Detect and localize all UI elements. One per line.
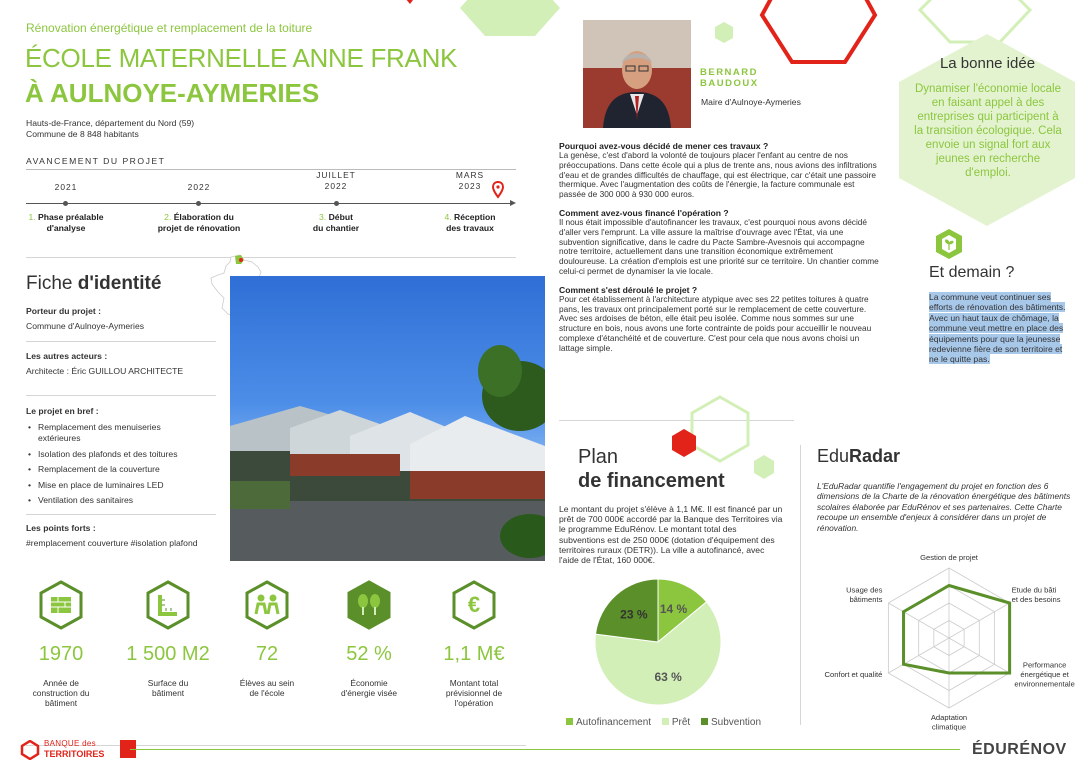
radar-axis-label: Usage des bâtiments xyxy=(846,585,883,604)
legend-swatch xyxy=(662,718,669,725)
bref-heading: Le projet en bref : xyxy=(26,406,99,416)
financement-title xyxy=(578,445,725,493)
timeline-step-label xyxy=(430,212,510,233)
timeline-date: 2023 xyxy=(458,181,482,191)
location-pin-icon xyxy=(492,181,504,204)
project-title: ÉCOLE MATERNELLE ANNE FRANK xyxy=(25,43,458,73)
school-photo xyxy=(230,276,545,561)
kpi-item xyxy=(18,580,104,708)
kpi-item xyxy=(326,580,412,698)
trees-icon xyxy=(346,580,392,630)
fiche-divider xyxy=(26,341,216,342)
bonne-idee-title: La bonne idée xyxy=(939,55,1036,72)
kpi-label: Élèves au sein de l'école xyxy=(239,678,295,698)
legend-item: Autofinancement xyxy=(566,717,651,728)
footer-divider xyxy=(130,749,960,750)
list-item: • Remplacement des menuiseries extérieures xyxy=(26,422,196,443)
radar-axis-label: Gestion de projet xyxy=(920,553,978,562)
mayor-role: Maire d'Aulnoye-Aymeries xyxy=(701,97,801,107)
pie-data-label: 23 % xyxy=(620,607,648,622)
kpi-label: Surface du bâtiment xyxy=(147,678,189,698)
interview-question: Comment avez-vous financé l'opération ? xyxy=(559,207,729,218)
radar-axis-label: Confort et qualité xyxy=(824,670,883,679)
radar-series xyxy=(904,586,1010,674)
demain-text xyxy=(929,292,1074,365)
list-item: • Ventilation des sanitaires xyxy=(26,495,216,506)
porteur-heading: Porteur du projet : xyxy=(26,306,101,316)
list-item: • Isolation des plafonds et des toitures xyxy=(26,449,216,460)
acteurs-heading: Les autres acteurs : xyxy=(26,351,108,361)
demain-title: Et demain ? xyxy=(929,264,1015,281)
timeline-step-title: Élaboration du xyxy=(173,212,234,222)
interview-answer: La genèse, c'est d'abord la volonté de toujours placer l'enfant au centre de nos préoccupations. Dans cette école qui a plus de trente ans, nous avions des infiltrations d'eau et de grandes difficultés de chauffage, qui est électrique, car c'était une passoire thermique. Avec l'augmentation des coûts de l'énergie, la facture communale est passée de 300 000 à 930 000 euros. xyxy=(559,150,877,200)
timeline-step-number: 4. xyxy=(444,212,452,222)
banque-logo-text: BANQUE des xyxy=(44,739,96,748)
banque-des-territoires-logo xyxy=(20,738,130,762)
legend-item: Subvention xyxy=(701,717,761,728)
interview-question: Comment s'est déroulé le projet ? xyxy=(559,284,698,295)
legend-item: Prêt xyxy=(662,717,690,728)
pie-data-label: 14 % xyxy=(659,601,688,616)
kpi-value: 1,1 M€ xyxy=(443,643,505,665)
mayor-last-name: BAUDOUX xyxy=(700,78,759,89)
mayor-first-name: BERNARD xyxy=(700,67,758,78)
timeline-step-label xyxy=(296,212,376,233)
mayor-photo xyxy=(583,20,691,128)
interview-text xyxy=(559,141,883,354)
euro-icon xyxy=(451,580,497,630)
fiche-title-bold: d'identité xyxy=(77,273,162,294)
kpi-item xyxy=(118,580,218,698)
timeline-step-number: 3. xyxy=(319,212,327,222)
demain-text-highlight: La commune veut continuer ses efforts de rénovation des bâtiments. Avec un haut taux de chômage, la commune veut mettre en place des équipements pour que la jeunesse redevienne fière de son territoire et ne le quitte pas. xyxy=(929,292,1066,365)
kpi-label: Année de construction du bâtiment xyxy=(32,678,90,708)
fiche-title xyxy=(26,273,161,295)
porteur-value: Commune d'Aulnoye-Aymeries xyxy=(26,321,145,332)
acteurs-value: Architecte : Éric GUILLOU ARCHITECTE xyxy=(26,366,184,377)
list-item: • Mise en place de luminaires LED xyxy=(26,480,216,491)
bonne-idee-text: Dynamiser l'économie locale en faisant appel à des entreprises qui participent à la transition écologique. Cela envoie un signal fort aux jeunes en recherche d'emploi. xyxy=(914,83,1062,179)
timeline-dot xyxy=(63,201,68,206)
eduradar-text: L'EduRadar quantifie l'engagement du projet en fonction des 6 dimensions de la Charte de la rénovation énergétique des bâtiments scolaires élaborée par EduRénov et ses partenaires. Cette Charte recoupe un ensemble d'enjeux à considérer dans un projet de rénovation. xyxy=(817,481,1071,533)
bref-list xyxy=(26,422,216,506)
project-title-city: À AULNOYE-AYMERIES xyxy=(25,78,320,108)
timeline-step-label xyxy=(144,212,254,233)
brick-wall-icon xyxy=(38,580,84,630)
timeline-axis xyxy=(26,203,513,204)
financement-text: Le montant du projet s'élève à 1,1 M€. Il est financé par un prêt de 700 000€ accordé par la Banque des Territoires via le programme EduRénov. Le montant total des subventions est de 250 000€ (dotation d'équipement des territoires ruraux (DETR)). La ville a autofinancé, avec l'aide de l'État, 160 000€. xyxy=(559,504,783,566)
mayor-name xyxy=(700,67,759,89)
section-divider xyxy=(26,257,516,258)
timeline-month: MARS xyxy=(455,170,485,180)
timeline-step xyxy=(159,170,239,192)
fiche-divider xyxy=(26,514,216,515)
financement-title-2: de financement xyxy=(578,470,725,492)
interview-answer: Pour cet établissement à l'architecture atypique avec ses 22 petites toitures à quatre pans, les travaux ont principalement porté sur le remplacement de cette couverture. Avec ses ardoises de béton, elle était peu isolée. Comme nous sommes sur une structure en bois, nous avons une forte contrainte de poids pour accueillir le nouveau complexe d'étanchéité et de couverture. C'est pour cela que nous avons choisi un lattage simple. xyxy=(559,293,872,353)
kpi-row xyxy=(18,580,528,720)
kpi-value: 52 % xyxy=(346,643,392,665)
location-population: Commune de 8 848 habitants xyxy=(26,129,139,139)
radar-axis-label: Performance énergétique et environnementale xyxy=(1014,660,1075,689)
surface-ruler-icon xyxy=(145,580,191,630)
column-divider xyxy=(800,445,801,725)
kpi-value: 1 500 M2 xyxy=(126,643,210,665)
timeline-dot xyxy=(196,201,201,206)
location-region: Hauts-de-France, département du Nord (59) xyxy=(26,118,195,128)
timeline-month: JUILLET xyxy=(316,170,356,180)
timeline-step-title-2: projet de rénovation xyxy=(157,222,241,233)
edurenov-brand: ÉDURÉNOV xyxy=(972,741,1067,758)
banque-logo-mark-icon xyxy=(20,740,40,760)
children-icon xyxy=(244,580,290,630)
kpi-item xyxy=(424,580,524,708)
banque-logo-text-2: TERRITOIRES xyxy=(44,749,105,759)
timeline-step-label xyxy=(26,212,106,233)
timeline-step-title: Début xyxy=(328,212,353,222)
timeline-date: 2022 xyxy=(187,182,211,192)
timeline-step-title-2: des travaux xyxy=(446,222,494,233)
list-item: • Remplacement de la couverture xyxy=(26,464,216,475)
timeline-heading: AVANCEMENT DU PROJET xyxy=(26,156,166,166)
legend-swatch xyxy=(566,718,573,725)
financement-title-1: Plan xyxy=(578,446,619,468)
legend-swatch xyxy=(701,718,708,725)
eduradar-title: EduRadar xyxy=(817,446,901,466)
project-kicker: Rénovation énergétique et remplacement de la toiture xyxy=(26,21,313,35)
forts-heading: Les points forts : xyxy=(26,523,96,533)
timeline-dot xyxy=(334,201,339,206)
timeline-step-title-2: d'analyse xyxy=(46,222,86,233)
svg-text:€: € xyxy=(467,592,481,617)
radar-axis-label: Etude du bâti et des besoins xyxy=(1011,585,1061,604)
fiche-divider xyxy=(26,395,216,396)
fiche-title-light: Fiche xyxy=(26,273,78,294)
kpi-item xyxy=(224,580,310,698)
timeline-arrow-icon xyxy=(510,200,516,206)
financement-pie-chart xyxy=(578,575,738,710)
kpi-label: Économie d'énergie visée xyxy=(340,678,398,698)
pie-data-label: 63 % xyxy=(654,670,682,685)
timeline-step-title-2: du chantier xyxy=(312,222,360,233)
kpi-value: 1970 xyxy=(38,643,84,665)
interview-answer: Il nous était impossible d'autofinancer les travaux, c'est pourquoi nous avons décidé d'aller vers l'emprunt. La ville assure la maîtrise d'ouvrage avec l'État, via une subvention significative, dans le cadre du Pacte Sambre-Avesnois qui accompagne notre territoire, actuellement dans une transition économique extrêmement douloureuse. La création d'emplois est une priorité sur ce territoire. Un chantier comme celui-ci permet de dynamiser la vie locale. xyxy=(559,216,879,276)
timeline-step-title: Phase préalable xyxy=(38,212,104,222)
radar-axis-label: Adaptation climatique xyxy=(930,713,968,732)
timeline-step-number: 1. xyxy=(28,212,36,222)
growth-icon xyxy=(934,228,964,260)
timeline xyxy=(26,170,521,240)
pie-legend xyxy=(566,717,796,728)
timeline-date: 2022 xyxy=(324,181,348,191)
timeline-step-number: 2. xyxy=(164,212,172,222)
timeline-step-title: Réception xyxy=(454,212,496,222)
kpi-value: 72 xyxy=(255,643,279,665)
eduradar-chart xyxy=(820,550,1088,740)
timeline-step xyxy=(296,170,376,191)
forts-value: #remplacement couverture #isolation plafond xyxy=(26,538,198,549)
timeline-date: 2021 xyxy=(54,182,78,192)
kpi-label: Montant total prévisionnel de l'opération xyxy=(445,678,503,708)
timeline-step xyxy=(26,170,106,192)
interview-question: Pourquoi avez-vous décidé de mener ces travaux ? xyxy=(559,141,769,151)
